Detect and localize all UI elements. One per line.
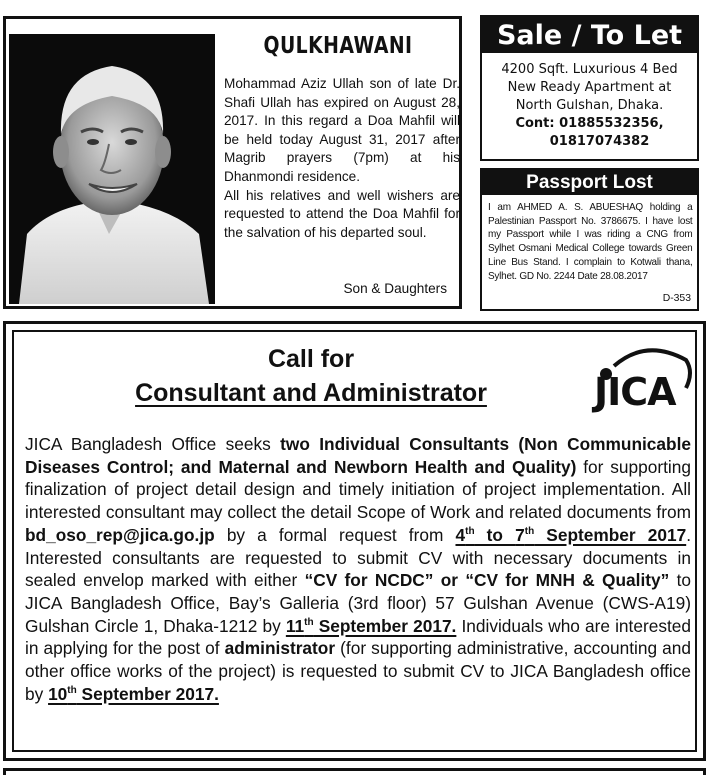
call-text-6: Individuals who are interested in applying for the post of: [25, 615, 691, 659]
sale-line-3: North Gulshan, Dhaka.: [515, 98, 664, 113]
next-ad-border: [3, 768, 706, 775]
obituary-paragraph-1: Mohammad Aziz Ullah son of late Dr. Shafi Ullah has expired on August 28, 2017. In this regard a Doa Mahfil will be held today August 31, 2017 after Magrib prayers (7pm) at his Dhanmondi residence.: [224, 76, 460, 184]
date-to-day: 7: [515, 524, 525, 545]
call-admin-deadline: [48, 684, 219, 704]
obituary-text: [224, 75, 460, 242]
date-to-word: to: [474, 524, 516, 545]
call-text-5: to JICA Bangladesh Office, Bay’s Galleria (3rd floor) 57 Gulshan Avenue (CWS-A19) Gulshan Circle 1, Dhaka-1212 by: [25, 570, 691, 636]
date-to-month: September 2017: [534, 524, 687, 545]
sale-contact-1: Cont: 01885532356,: [515, 116, 664, 131]
call-email: bd_oso_rep@jica.go.jp: [25, 524, 215, 545]
passport-lost-notice: [480, 168, 699, 311]
jica-logo: [586, 344, 696, 424]
call-body-text: [25, 433, 691, 705]
call-text-1: JICA Bangladesh Office seeks: [25, 434, 281, 454]
call-cv-deadline: [286, 616, 457, 636]
call-inner-frame: [12, 330, 697, 752]
sale-contact-2: 01817074382: [549, 134, 650, 149]
sale-details: [482, 61, 697, 151]
call-text-4: . Interested consultants are requested to submit CV with necessary documents in sealed envelop marked with either: [25, 524, 691, 591]
sale-title: Sale / To Let: [482, 17, 697, 53]
sale-line-1: 4200 Sqft. Luxurious 4 Bed: [501, 62, 678, 77]
call-heading-2: [26, 378, 596, 408]
call-bold-cv-labels: “CV for NCDC” or “CV for MNH & Quality”: [304, 570, 670, 591]
obituary-signature: Son & Daughters: [343, 281, 447, 296]
call-text-3: by a formal request from: [214, 524, 456, 545]
passport-code: D-353: [662, 293, 691, 304]
sale-to-let-ad: [480, 15, 699, 161]
passport-body: I am AHMED A. S. ABUESHAQ holding a Palestinian Passport No. 3786675. I have lost my Passport while I was riding a CNG from Sylhet Osmani Medical College towards Green Line Bus Stand. I complain to Kotwali thana, Sylhet. GD No. 2244 Date 28.08.2017: [488, 202, 693, 282]
call-date-to: [515, 525, 686, 545]
call-date-from: [455, 525, 515, 545]
date-from-suffix: th: [465, 526, 475, 538]
cv-deadline-month: September 2017.: [313, 615, 457, 636]
sale-line-2: New Ready Apartment at: [507, 80, 672, 95]
call-heading-1: Call for: [267, 345, 355, 373]
call-bold-administrator: administrator: [224, 638, 336, 659]
jica-logo-text: JICA: [594, 370, 676, 414]
passport-title: Passport Lost: [482, 170, 697, 195]
admin-deadline-month: September 2017.: [76, 683, 219, 704]
obituary-paragraph-2: All his relatives and well wishers are requested to attend the Doa Mahfil for the salvation of his departed soul.: [224, 187, 460, 240]
date-from-day: 4: [455, 524, 466, 545]
call-text-2: for supporting finalization of project detail design and timely initiation of project implementation. All interested consultant may collect the detail Scope of Work and related documents from: [25, 456, 691, 523]
cv-deadline-day: 11: [285, 615, 305, 636]
call-bold-consultants: two Individual Consultants (Non Communicable Diseases Control; and Maternal and Newborn Health and Quality): [25, 434, 691, 477]
admin-deadline-day: 10: [48, 683, 68, 704]
call-for-consultant-ad: [3, 321, 706, 761]
call-text-7: (for supporting administrative, accounting and other office works of the project) is requested to submit CV to JICA Bangladesh office by: [25, 638, 691, 704]
admin-deadline-suffix: th: [67, 684, 77, 696]
call-heading-2-text: Consultant and Administrator: [135, 379, 487, 407]
portrait-photo: [9, 34, 215, 304]
date-to-suffix: th: [524, 526, 535, 538]
obituary-notice: [3, 16, 462, 309]
cv-deadline-suffix: th: [304, 616, 314, 628]
obituary-title: QULKHAWANI: [263, 33, 413, 59]
